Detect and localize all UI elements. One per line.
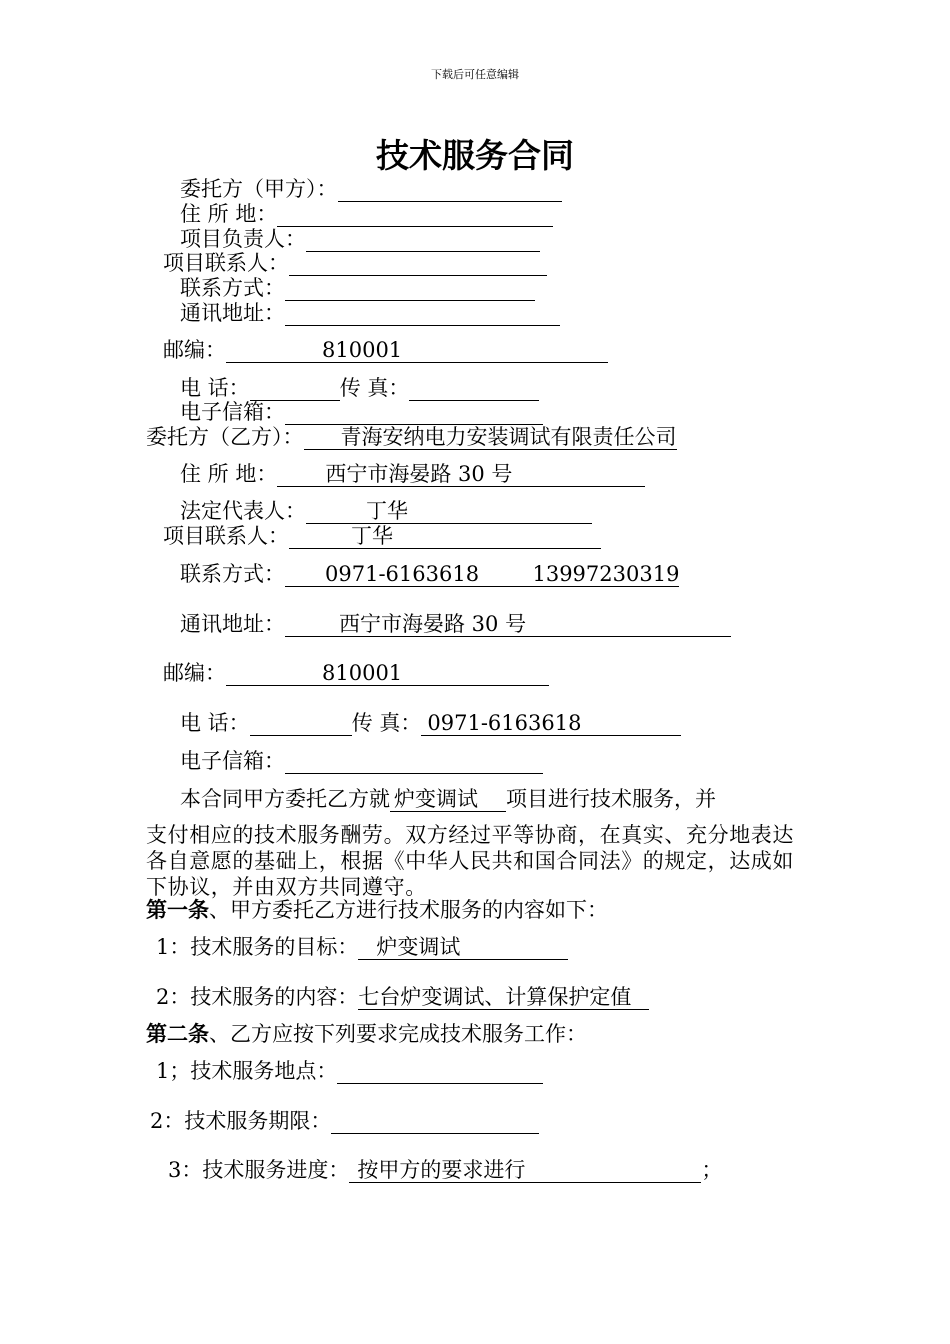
party-b-phone-row — [180, 710, 681, 736]
article2-heading-row — [146, 1021, 587, 1047]
party-a-postcode-label: 邮编： — [163, 338, 226, 362]
article1-item2-row — [156, 984, 649, 1010]
intro-prefix: 本合同甲方委托乙方就 — [180, 787, 390, 811]
article1-item2-label: 2：技术服务的内容： — [156, 985, 359, 1009]
party-a-contact-person-field[interactable] — [289, 253, 547, 276]
party-a-fax-field[interactable] — [409, 378, 539, 401]
party-b-contact-value[interactable]: 0971-6163618 13997230319 — [285, 562, 679, 587]
party-a-contact-label: 联系方式： — [180, 276, 285, 300]
party-a-postcode-row — [163, 337, 608, 363]
party-a-contact-field[interactable] — [285, 278, 535, 301]
article1-item1-row — [156, 934, 568, 960]
intro-body: 支付相应的技术服务酬劳。双方经过平等协商，在真实、充分地表达各自意愿的基础上，根据《中华人民共和国合同法》的规定，达成如下协议，并由双方共同遵守。 — [146, 823, 794, 899]
article2-item1-field[interactable] — [337, 1061, 543, 1084]
party-a-email-field[interactable] — [285, 402, 543, 425]
party-b-client-label: 委托方（乙方）： — [146, 425, 304, 449]
party-a-fax-label: 传 真： — [339, 376, 410, 400]
party-b-mail-address-label: 通讯地址： — [180, 612, 285, 636]
party-a-address-field[interactable] — [277, 204, 553, 227]
party-b-client-value[interactable]: 青海安纳电力安装调试有限责任公司 — [304, 425, 677, 450]
party-a-phone-field[interactable] — [250, 378, 340, 401]
party-b-postcode-value[interactable]: 810001 — [226, 661, 549, 686]
party-b-address-value[interactable]: 西宁市海晏路 30 号 — [277, 462, 645, 487]
party-a-leader-field[interactable] — [306, 229, 540, 252]
party-a-leader-label: 项目负责人： — [180, 227, 306, 251]
party-a-phone-row — [180, 375, 539, 401]
party-b-contact-row — [180, 561, 679, 587]
article2-item3-end: ； — [701, 1158, 723, 1182]
party-b-address-label: 住 所 地： — [180, 462, 278, 486]
article2-item1-label: 1；技术服务地点： — [156, 1059, 338, 1083]
party-b-legal-rep-value[interactable]: 丁华 — [306, 499, 592, 524]
party-b-contact-person-value[interactable]: 丁华 — [289, 524, 601, 549]
page-title: 技术服务合同 — [376, 136, 574, 175]
article1-item1-value[interactable]: 炉变调试 — [358, 935, 568, 960]
party-b-fax-label: 传 真： — [351, 711, 422, 735]
intro-project-value[interactable]: 炉变调试 — [390, 787, 506, 812]
party-a-mail-address-row — [180, 300, 560, 326]
article2-item3-row — [168, 1157, 722, 1183]
party-b-email-field[interactable] — [285, 751, 543, 774]
party-a-email-label: 电子信箱： — [180, 400, 285, 424]
party-b-legal-rep-label: 法定代表人： — [180, 499, 306, 523]
article2-item1-row — [156, 1058, 543, 1084]
intro-first-line — [180, 786, 716, 812]
party-a-client-field[interactable] — [338, 179, 562, 202]
article2-item3-value[interactable]: 按甲方的要求进行 — [349, 1158, 701, 1183]
party-a-contact-person-row — [163, 250, 547, 276]
article2-item2-field[interactable] — [331, 1111, 539, 1134]
article1-heading-row — [146, 897, 608, 923]
party-b-contact-person-label: 项目联系人： — [163, 524, 289, 548]
party-a-contact-row — [180, 275, 535, 301]
party-a-email-row — [180, 399, 543, 425]
party-a-mail-address-label: 通讯地址： — [180, 301, 285, 325]
party-b-address-row — [180, 461, 645, 487]
party-b-postcode-row — [163, 660, 549, 686]
party-a-address-row — [180, 201, 553, 227]
party-b-phone-field[interactable] — [250, 713, 352, 736]
party-a-contact-person-label: 项目联系人： — [163, 251, 289, 275]
party-a-postcode-value[interactable]: 810001 — [226, 338, 608, 363]
article1-heading: 第一条 — [146, 898, 209, 922]
party-b-phone-label: 电 话： — [180, 711, 250, 735]
party-a-leader-row — [180, 226, 540, 252]
party-b-email-label: 电子信箱： — [180, 749, 285, 773]
article1-text: 、甲方委托乙方进行技术服务的内容如下： — [209, 898, 608, 922]
party-a-phone-label: 电 话： — [180, 376, 250, 400]
header-note: 下载后可任意编辑 — [431, 68, 519, 81]
party-a-client-label: 委托方（甲方）： — [180, 177, 338, 201]
party-b-postcode-label: 邮编： — [163, 661, 226, 685]
party-a-mail-address-field[interactable] — [285, 303, 560, 326]
party-b-fax-value[interactable]: 0971-6163618 — [421, 711, 681, 736]
article2-item2-row — [150, 1108, 539, 1134]
article1-item1-label: 1：技术服务的目标： — [156, 935, 359, 959]
party-b-contact-person-row — [163, 523, 601, 549]
article2-heading: 第二条 — [146, 1022, 209, 1046]
article2-item3-label: 3：技术服务进度： — [168, 1158, 350, 1182]
article2-text: 、乙方应按下列要求完成技术服务工作： — [209, 1022, 587, 1046]
party-b-mail-address-row — [180, 611, 731, 637]
party-a-address-label: 住 所 地： — [180, 202, 278, 226]
party-b-email-row — [180, 748, 543, 774]
party-a-client-row — [180, 176, 562, 202]
party-b-legal-rep-row — [180, 498, 592, 524]
article2-item2-label: 2：技术服务期限： — [150, 1109, 332, 1133]
article1-item2-value[interactable]: 七台炉变调试、计算保护定值 — [358, 985, 649, 1010]
intro-suffix: 项目进行技术服务，并 — [506, 787, 716, 811]
party-b-contact-label: 联系方式： — [180, 562, 285, 586]
party-b-client-row — [146, 424, 677, 450]
party-b-mail-address-value[interactable]: 西宁市海晏路 30 号 — [285, 612, 731, 637]
